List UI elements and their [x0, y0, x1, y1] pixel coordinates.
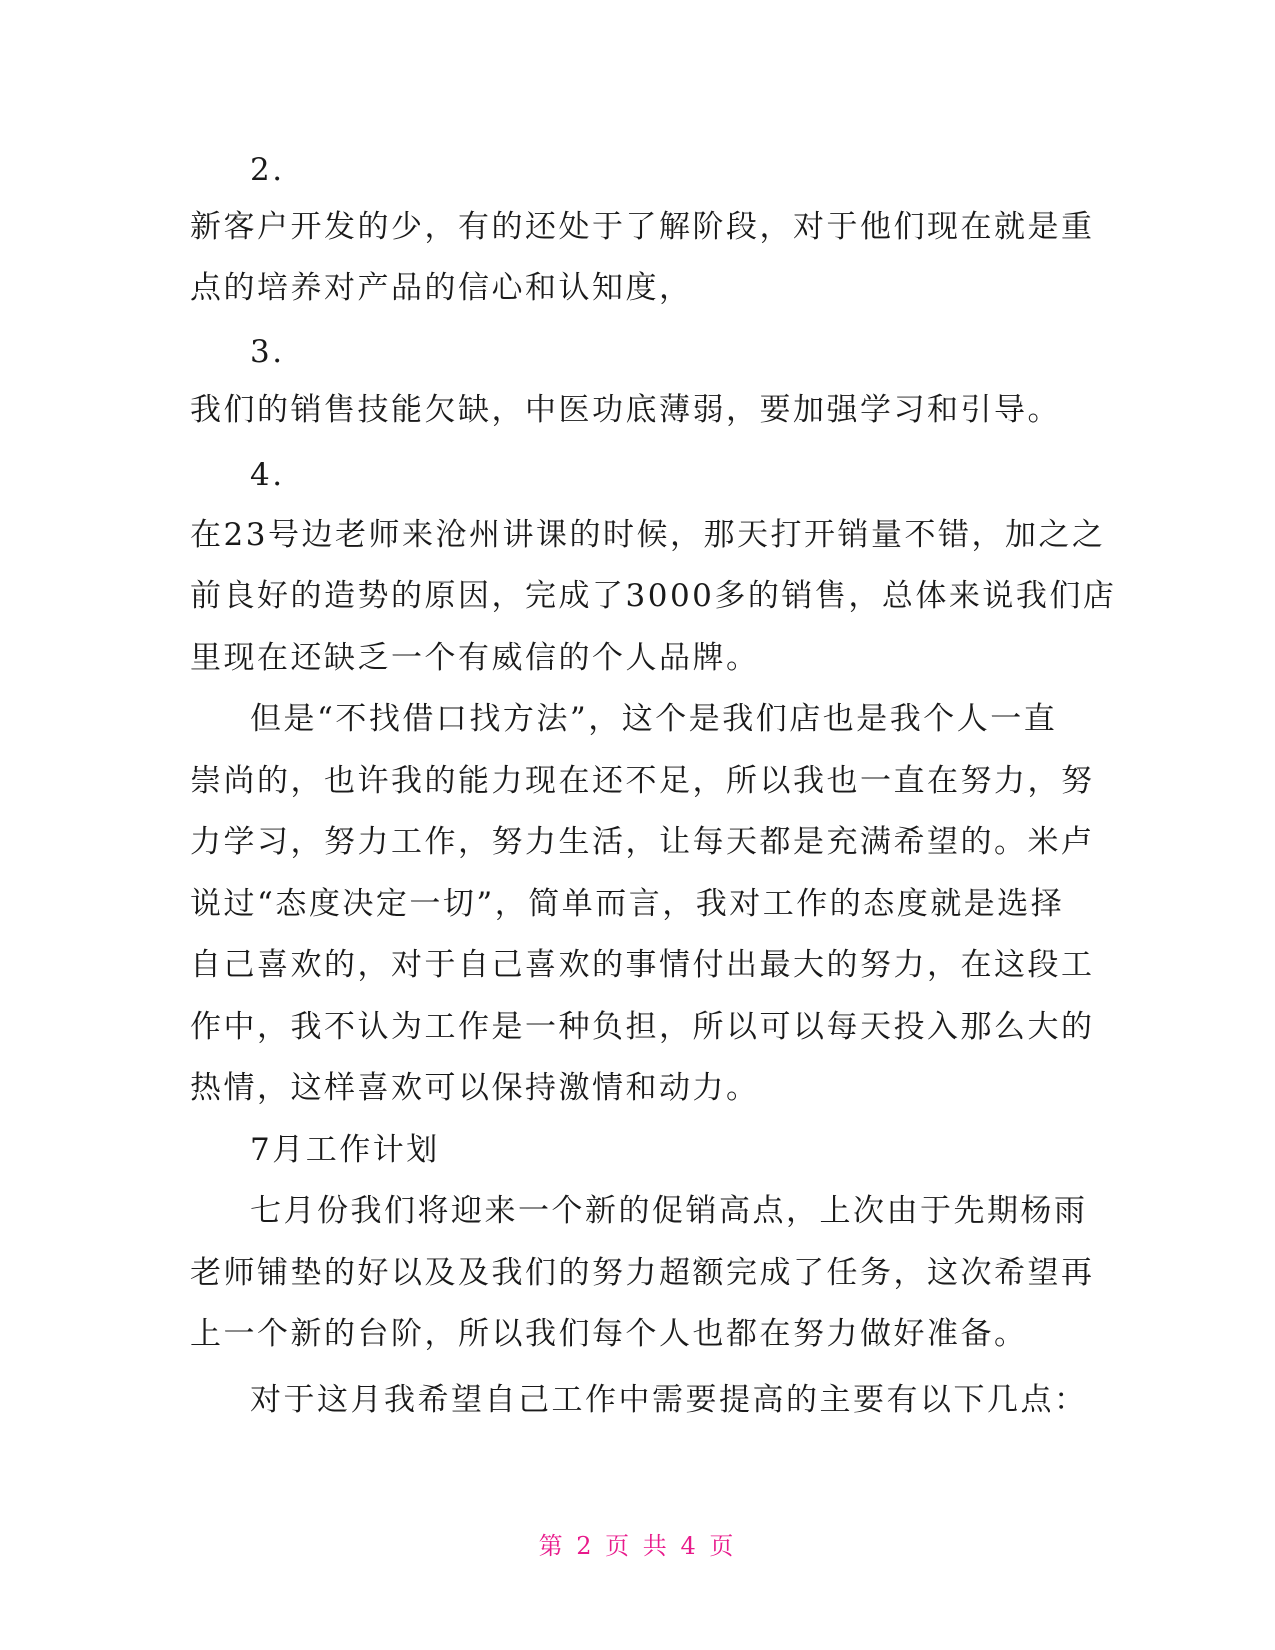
text-line: 力学习，努力工作，努力生活，让每天都是充满希望的。米卢: [190, 824, 1095, 860]
text-line: 新客户开发的少，有的还处于了解阶段，对于他们现在就是重: [190, 209, 1095, 245]
paragraph-start: 七月份我们将迎来一个新的促销高点，上次由于先期杨雨: [250, 1193, 1088, 1229]
text-line: 作中，我不认为工作是一种负担，所以可以每天投入那么大的: [190, 1009, 1095, 1045]
text-line: 点的培养对产品的信心和认知度，: [190, 270, 693, 306]
paragraph-start: 但是“不找借口找方法”，这个是我们店也是我个人一直: [250, 701, 1058, 737]
text-line: 老师铺垫的好以及及我们的努力超额完成了任务，这次希望再: [190, 1255, 1095, 1291]
text-line: 崇尚的，也许我的能力现在还不足，所以我也一直在努力，努: [190, 763, 1095, 799]
text-line: 自己喜欢的，对于自己喜欢的事情付出最大的努力，在这段工: [190, 947, 1095, 983]
list-number: 2.: [250, 152, 285, 188]
section-heading: 7月工作计划: [250, 1132, 440, 1168]
paragraph-start: 对于这月我希望自己工作中需要提高的主要有以下几点：: [250, 1382, 1088, 1418]
text-line: 里现在还缺乏一个有威信的个人品牌。: [190, 640, 760, 676]
text-line: 热情，这样喜欢可以保持激情和动力。: [190, 1070, 760, 1106]
text-line: 说过“态度决定一切”，简单而言，我对工作的态度就是选择: [190, 886, 1065, 922]
page-number-footer: 第 2 页 共 4 页: [538, 1532, 737, 1560]
list-number: 3.: [250, 334, 285, 370]
text-line: 前良好的造势的原因，完成了3000多的销售，总体来说我们店: [190, 578, 1117, 614]
text-line: 上一个新的台阶，所以我们每个人也都在努力做好准备。: [190, 1316, 1028, 1352]
list-number: 4.: [250, 457, 285, 493]
text-line: 我们的销售技能欠缺，中医功底薄弱，要加强学习和引导。: [190, 392, 1061, 428]
text-line: 在23号边老师来沧州讲课的时候，那天打开销量不错，加之之: [190, 517, 1106, 553]
